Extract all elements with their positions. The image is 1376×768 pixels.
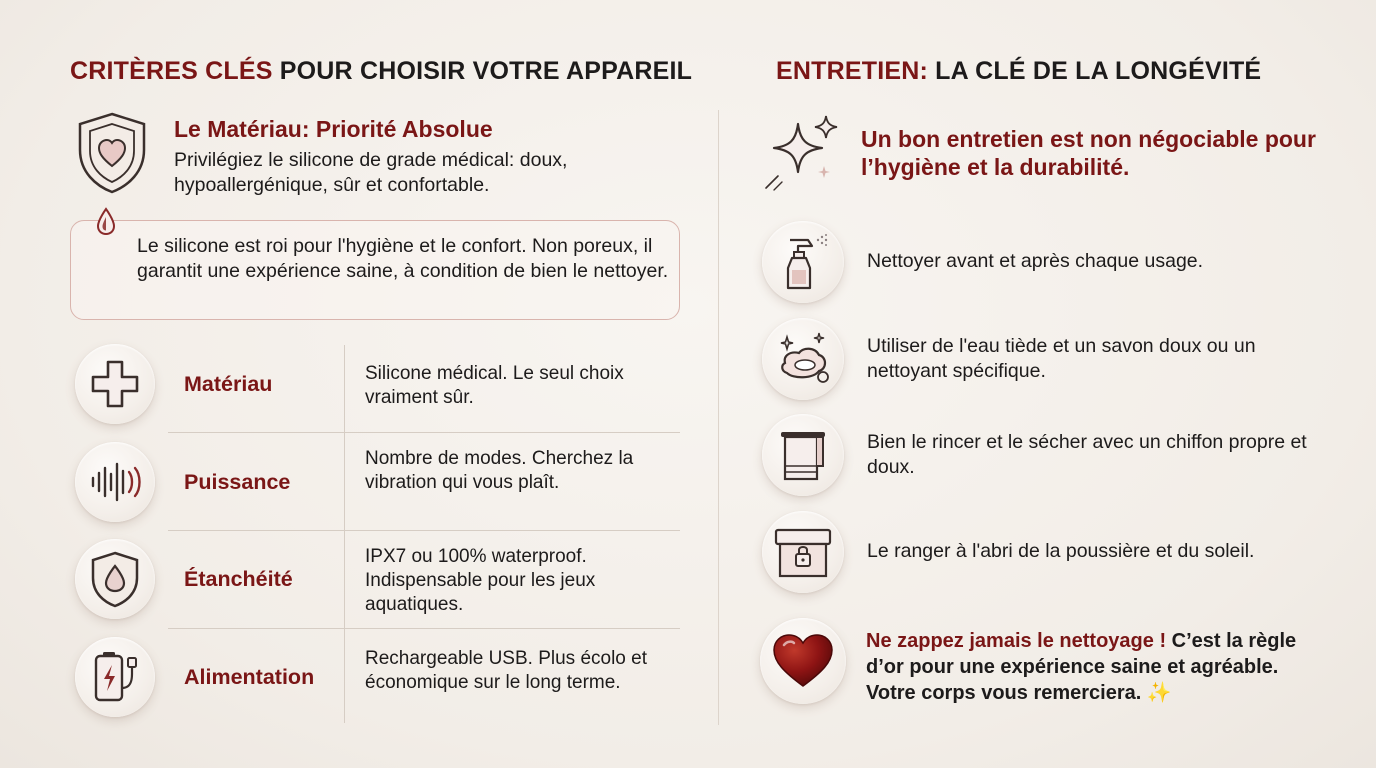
battery-usb-icon <box>86 648 144 706</box>
towel-icon <box>775 426 831 484</box>
row-divider <box>168 432 680 433</box>
criteria-desc-alimentation: Rechargeable USB. Plus écolo et économique sur le long terme. <box>365 648 647 693</box>
left-section-title <box>70 57 692 86</box>
criteria-desc-etancheite: IPX7 ou 100% waterproof. Indispensable pour les jeux aquatiques. <box>365 546 596 615</box>
row-divider <box>168 628 680 629</box>
left-title-rest: POUR CHOISIR VOTRE APPAREIL <box>272 57 693 85</box>
shield-drop-icon <box>89 550 141 608</box>
material-heading: Le Matériau: Priorité Absolue <box>174 116 493 142</box>
right-section-title <box>776 57 1261 86</box>
callout-text: Le silicone est roi pour l'hygiène et le confort. Non poreux, il garantit une expérience saine, à condition de bien le nettoyer. <box>137 235 669 282</box>
criteria-desc-materiau: Silicone médical. Le seul choix vraiment sûr. <box>365 363 624 408</box>
step-icon-circle <box>762 414 844 496</box>
material-description: Privilégiez le silicone de grade médical: doux, hypoallergénique, sûr et confortable. <box>174 149 568 196</box>
right-title-rest: LA CLÉ DE LA LONGÉVITÉ <box>928 57 1262 85</box>
criteria-label-alimentation: Alimentation <box>184 665 315 689</box>
step-icon-circle <box>762 221 844 303</box>
heart-icon-circle <box>760 618 846 704</box>
drop-icon <box>95 206 117 243</box>
step-icon-circle <box>762 511 844 593</box>
heart-icon <box>770 632 836 690</box>
step-icon-circle <box>762 318 844 400</box>
sparkles-icon <box>764 114 842 197</box>
criteria-label-etancheite: Étanchéité <box>184 567 293 591</box>
step-text: Bien le rincer et le sécher avec un chiffon propre et doux. <box>867 431 1307 478</box>
criteria-desc-puissance: Nombre de modes. Cherchez la vibration qui vous plaît. <box>365 448 634 493</box>
final-rest: C’est la règle d’or pour une expérience saine et agréable. Votre corps vous remerciera. <box>866 630 1297 704</box>
criteria-icon-circle <box>75 344 155 424</box>
criteria-icon-circle <box>75 637 155 717</box>
soap-icon <box>773 329 833 389</box>
criteria-label-puissance: Puissance <box>184 470 291 494</box>
medical-cross-icon <box>89 358 141 410</box>
spray-bottle-icon <box>776 232 830 292</box>
step-text: Utiliser de l'eau tiède et un savon doux ou un nettoyant spécifique. <box>867 335 1256 382</box>
final-highlight: Ne zappez jamais le nettoyage ! <box>866 630 1167 652</box>
criteria-column-divider <box>344 345 345 723</box>
maintenance-intro: Un bon entretien est non négociable pour l’hygiène et la durabilité. <box>861 126 1316 180</box>
column-divider <box>718 110 719 725</box>
right-title-accent: ENTRETIEN: <box>776 57 928 85</box>
final-message <box>866 628 1326 706</box>
criteria-icon-circle <box>75 442 155 522</box>
sparkle-emoji: ✨ <box>1146 682 1172 704</box>
step-text: Nettoyer avant et après chaque usage. <box>867 250 1204 272</box>
step-text: Le ranger à l'abri de la poussière et du soleil. <box>867 540 1255 562</box>
criteria-icon-circle <box>75 539 155 619</box>
storage-box-lock-icon <box>772 524 834 580</box>
vibration-wave-icon <box>87 462 143 502</box>
left-title-accent: CRITÈRES CLÉS <box>70 57 273 85</box>
row-divider <box>168 530 680 531</box>
criteria-label-materiau: Matériau <box>184 372 273 396</box>
shield-heart-icon <box>74 110 150 201</box>
